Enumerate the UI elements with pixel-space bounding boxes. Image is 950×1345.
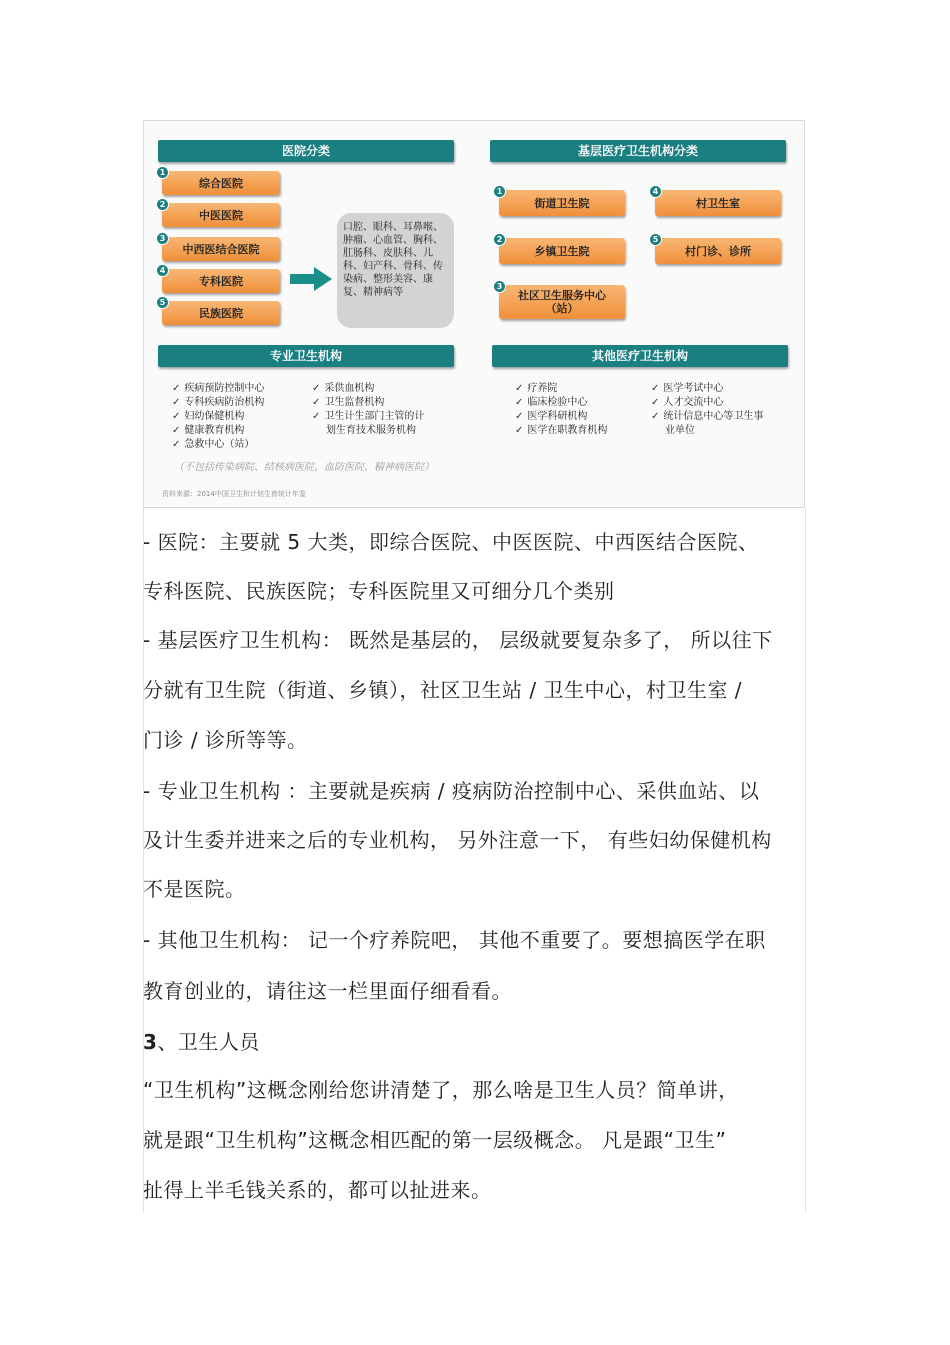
list-item: 业单位: [665, 425, 695, 436]
paragraph-personnel-line-3: 扯得上半毛钱关系的，都可以扯进来。: [143, 1178, 492, 1202]
section-title: 、卫生人员: [157, 1030, 260, 1054]
paragraph-grassroots-line-1: - 基层医疗卫生机构： 既然是基层的， 层级就要复杂多了， 所以往下: [143, 628, 773, 652]
check-icon: ✓: [515, 397, 524, 408]
number-badge: 5: [156, 296, 169, 309]
number-badge: 4: [649, 185, 662, 198]
data-source: 资料来源：2014中国卫生和计划生育统计年鉴: [162, 490, 306, 498]
grassroots-type-3: 社区卫生服务中心（站）: [499, 285, 625, 319]
number-badge: 5: [649, 233, 662, 246]
grassroots-classification-banner: 基层医疗卫生机构分类: [490, 140, 786, 162]
paragraph-other-line-2: 教育创业的，请往这一栏里面仔细看看。: [143, 979, 512, 1003]
section-number: 3: [143, 1030, 158, 1054]
check-icon: ✓: [651, 383, 660, 394]
number-badge: 2: [493, 233, 506, 246]
check-icon: ✓: [515, 425, 524, 436]
hospital-type-2: 中医医院: [162, 203, 280, 227]
section-heading: [143, 1031, 260, 1053]
list-item: ✓ 卫生计生部门主管的计: [312, 411, 425, 422]
specialty-list-box: 口腔、眼科、耳鼻喉、肿瘤、心血管、胸科、肛肠科、皮肤科、儿科、妇产科、骨科、传染病、整形美容、康复、精神病等: [337, 213, 454, 328]
grassroots-type-5: 村门诊、诊所: [655, 238, 781, 264]
right-arrow-icon: [290, 267, 332, 291]
check-icon: ✓: [651, 397, 660, 408]
paragraph-professional-line-2: 及计生委并进来之后的专业机构， 另外注意一下， 有些妇幼保健机构: [143, 828, 772, 852]
paragraph-professional-line-1: - 专业卫生机构 ：主要就是疾病 / 疫病防治控制中心、采供血站、以: [143, 779, 760, 803]
list-item: ✓ 采供血机构: [312, 383, 375, 394]
hospital-type-3: 中西医结合医院: [162, 237, 280, 261]
list-item: ✓ 人才交流中心: [651, 397, 724, 408]
hospital-classification-banner: 医院分类: [158, 140, 454, 162]
check-icon: ✓: [172, 425, 181, 436]
check-icon: ✓: [651, 411, 660, 422]
hospital-type-4: 专科医院: [162, 269, 280, 293]
list-item: ✓ 疗养院: [515, 383, 558, 394]
professional-list-b: [312, 382, 424, 438]
paragraph-personnel-line-2: 就是跟“卫生机构”这概念相匹配的第一层级概念。 凡是跟“卫生”: [143, 1128, 727, 1152]
list-item: ✓ 医学考试中心: [651, 383, 724, 394]
list-item: ✓ 健康教育机构: [172, 425, 245, 436]
other-list-b: [651, 382, 763, 438]
list-item: ✓ 专科疾病防治机构: [172, 397, 265, 408]
list-item: ✓ 急救中心（站）: [172, 439, 255, 450]
hospital-type-5: 民族医院: [162, 301, 280, 325]
paragraph-hospital-line-2: 专科医院、民族医院；专科医院里又可细分几个类别: [143, 579, 615, 603]
paragraph-grassroots-line-3: 门诊 / 诊所等等。: [143, 728, 308, 752]
professional-institution-banner: 专业卫生机构: [158, 345, 454, 367]
hospital-type-1: 综合医院: [162, 171, 280, 195]
classification-figure: [143, 120, 805, 508]
paragraph-hospital-line-1: - 医院：主要就 5 大类，即综合医院、中医医院、中西医结合医院、: [143, 530, 759, 554]
list-item: ✓ 统计信息中心等卫生事: [651, 411, 764, 422]
paragraph-grassroots-line-2: 分就有卫生院（街道、乡镇），社区卫生站 / 卫生中心，村卫生室 /: [143, 678, 743, 702]
check-icon: ✓: [312, 383, 321, 394]
number-badge: 2: [156, 198, 169, 211]
check-icon: ✓: [515, 411, 524, 422]
number-badge: 3: [493, 280, 506, 293]
list-item: ✓ 临床检验中心: [515, 397, 588, 408]
list-item: ✓ 卫生监督机构: [312, 397, 385, 408]
number-badge: 1: [156, 166, 169, 179]
check-icon: ✓: [172, 411, 181, 422]
paragraph-other-line-1: - 其他卫生机构： 记一个疗养院吧， 其他不重要了。要想搞医学在职: [143, 928, 766, 952]
paragraph-personnel-line-1: “卫生机构”这概念刚给您讲清楚了，那么啥是卫生人员？简单讲，: [143, 1078, 739, 1102]
paragraph-professional-line-3: 不是医院。: [143, 877, 246, 901]
list-item: ✓ 疾病预防控制中心: [172, 383, 265, 394]
grassroots-type-1: 街道卫生院: [499, 190, 625, 216]
check-icon: ✓: [172, 397, 181, 408]
check-icon: ✓: [312, 411, 321, 422]
check-icon: ✓: [172, 383, 181, 394]
list-item: 划生育技术服务机构: [326, 425, 416, 436]
grassroots-type-2: 乡镇卫生院: [499, 238, 625, 264]
check-icon: ✓: [312, 397, 321, 408]
grassroots-type-4: 村卫生室: [655, 190, 781, 216]
list-item: ✓ 医学科研机构: [515, 411, 588, 422]
other-list-a: [515, 382, 607, 438]
number-badge: 4: [156, 264, 169, 277]
frame-right-line: [805, 508, 806, 1213]
list-item: ✓ 医学在职教育机构: [515, 425, 608, 436]
exclusion-note: （不包括传染病院、结核病医院、血防医院、精神病医院）: [174, 462, 434, 473]
number-badge: 3: [156, 232, 169, 245]
professional-list-a: [172, 382, 264, 452]
list-item: ✓ 妇幼保健机构: [172, 411, 245, 422]
other-institution-banner: 其他医疗卫生机构: [492, 345, 788, 367]
number-badge: 1: [493, 185, 506, 198]
check-icon: ✓: [172, 439, 181, 450]
frame-left-line: [143, 508, 144, 1213]
check-icon: ✓: [515, 383, 524, 394]
